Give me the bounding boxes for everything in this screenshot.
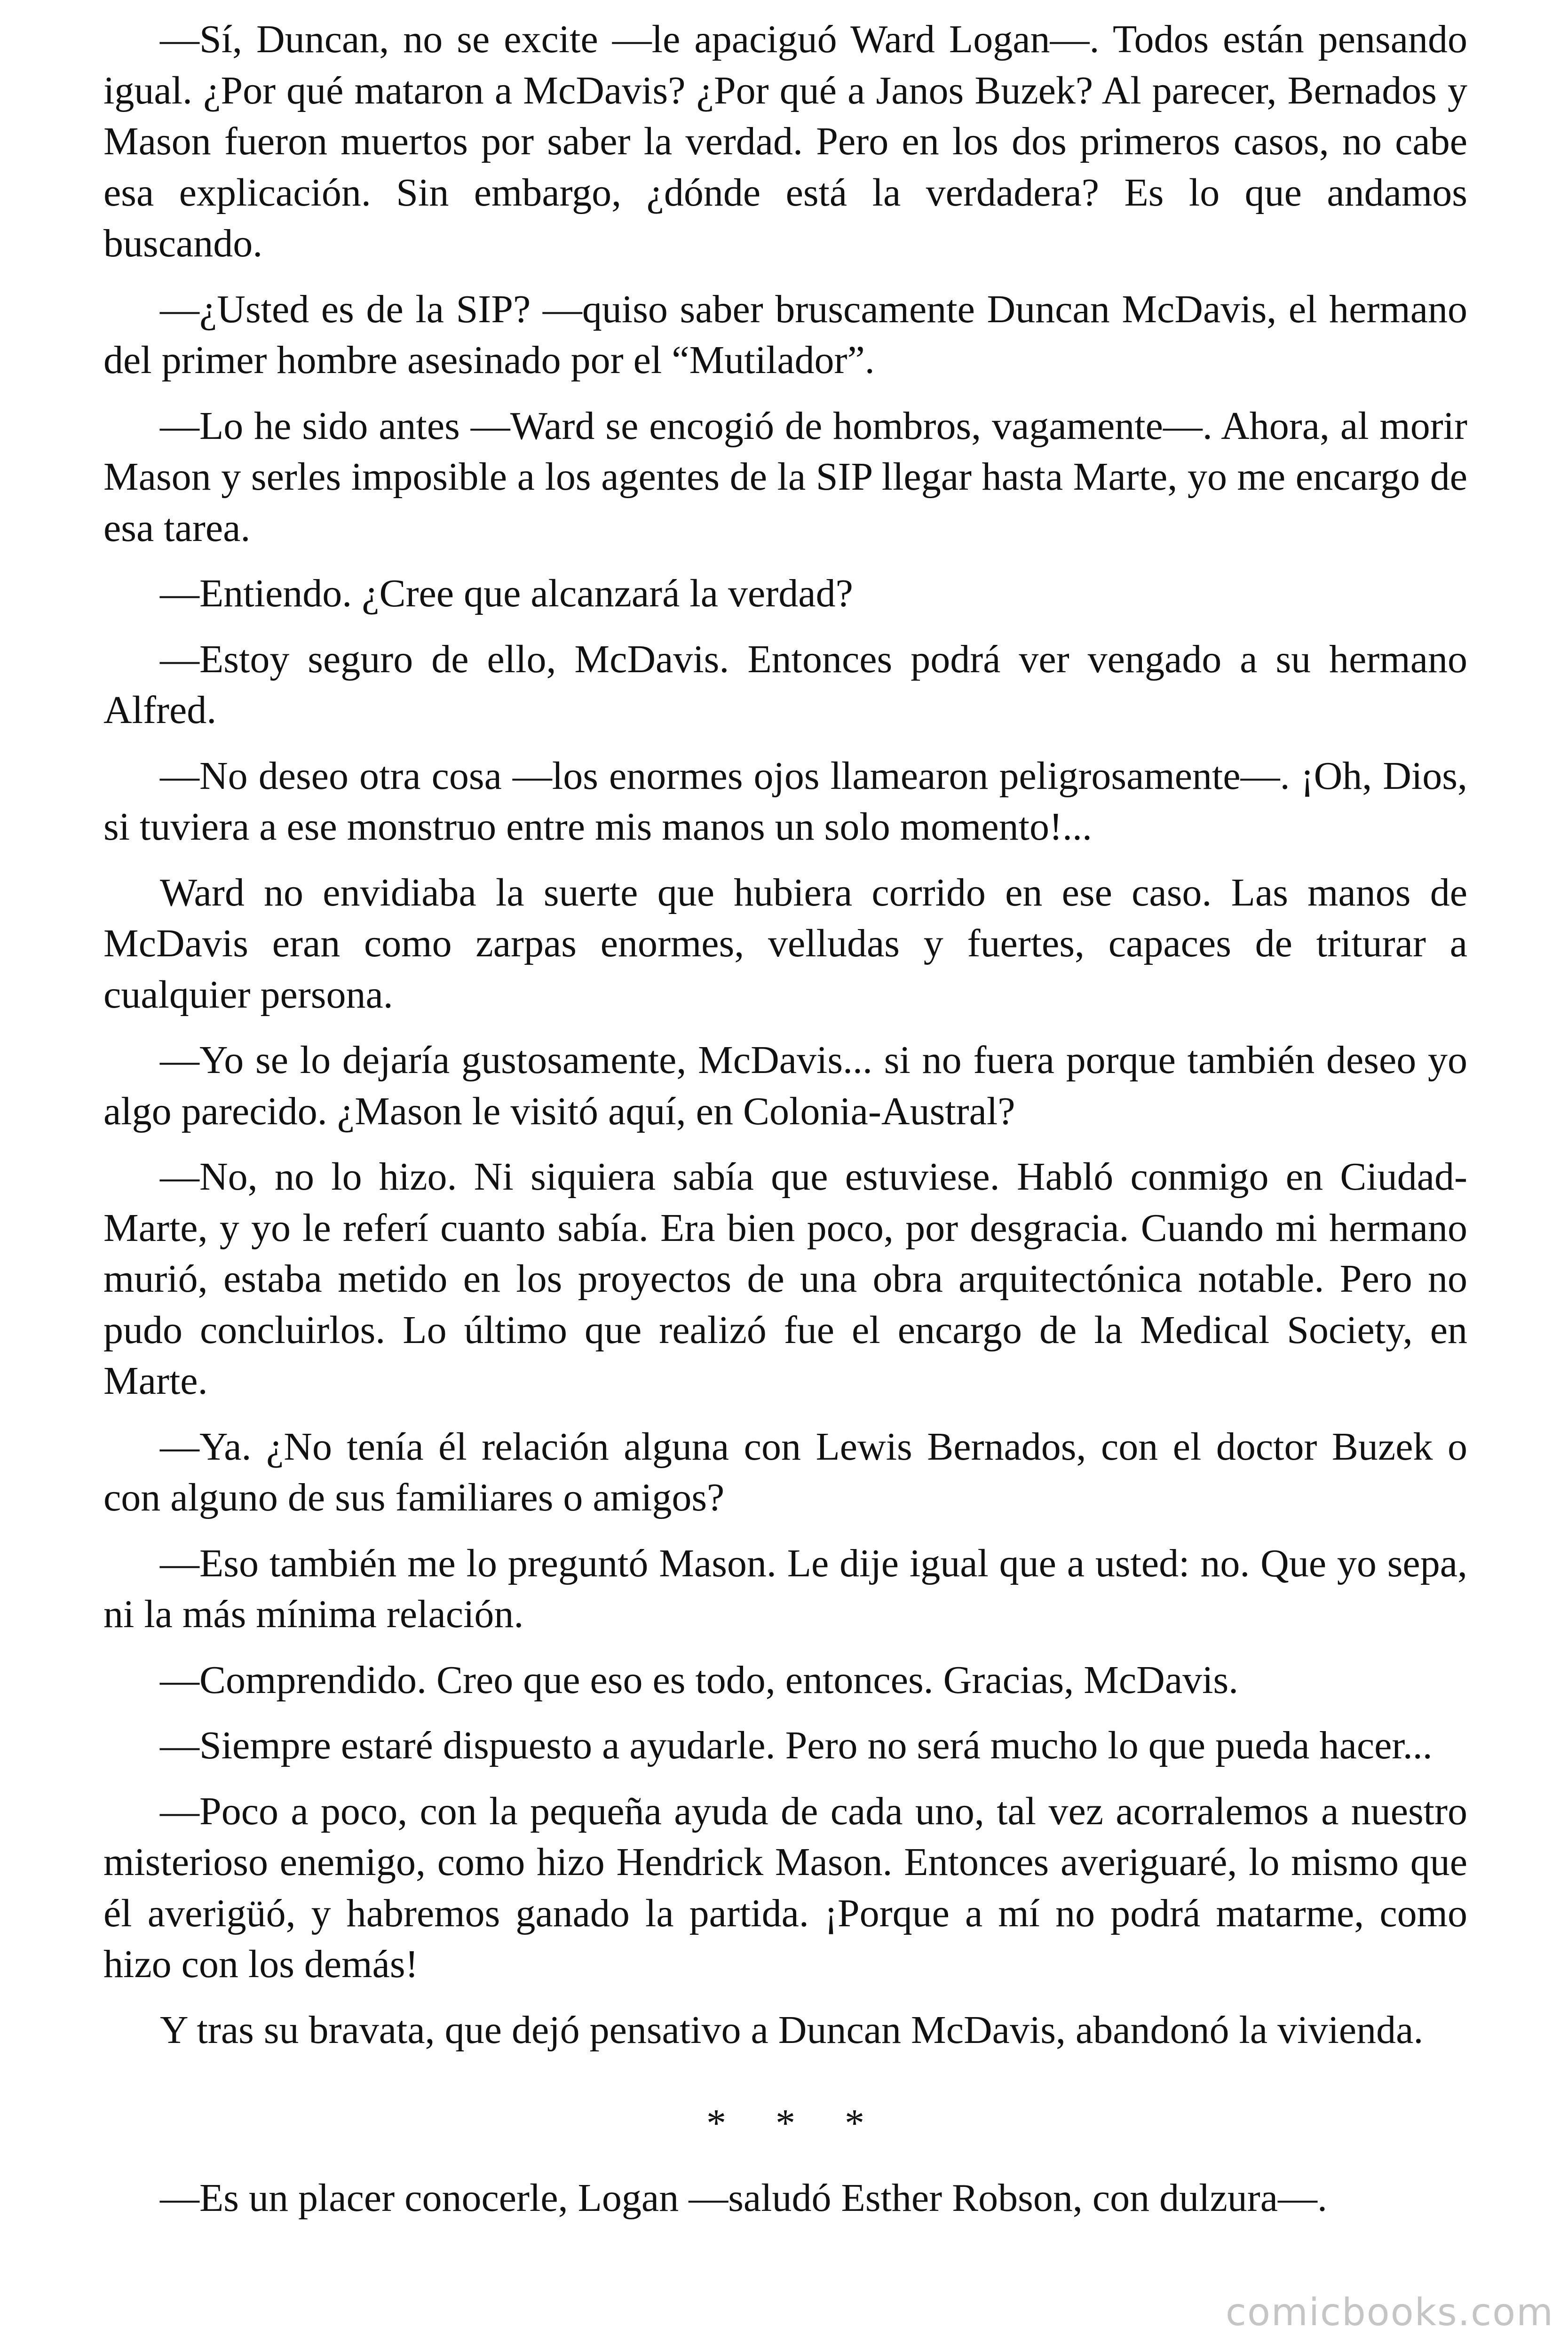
paragraph: —Yo se lo dejaría gustosamente, McDavis... si no fuera porque también deseo yo algo parecido. ¿Mason le visitó aquí, en Colonia-Austral?: [103, 1038, 1467, 1133]
paragraph: —Entiendo. ¿Cree que alcanzará la verdad?: [160, 572, 853, 615]
paragraph-continued: —Es un placer conocerle, Logan —saludó Esther Robson, con dulzura—.: [160, 2176, 1327, 2220]
paragraph: —Comprendido. Creo que eso es todo, entonces. Gracias, McDavis.: [160, 1658, 1239, 1702]
watermark: comicbooks.com: [1225, 2290, 1554, 2334]
paragraph: —Poco a poco, con la pequeña ayuda de cada uno, tal vez acorralemos a nuestro misterioso enemigo, como hizo Hendrick Mason. Entonces averiguaré, lo mismo que él averigüó, y habremos ganado la partida. ¡Porque a mí no podrá matarme, como hizo con los demás!: [103, 1789, 1467, 1986]
paragraph: Y tras su bravata, que dejó pensativo a Duncan McDavis, abandonó la vivienda.: [160, 2008, 1424, 2052]
paragraph: —Estoy seguro de ello, McDavis. Entonces podrá ver vengado a su hermano Alfred.: [103, 637, 1467, 732]
paragraph: —Sí, Duncan, no se excite —le apaciguó Ward Logan—. Todos están pensando igual. ¿Por qué mataron a McDavis? ¿Por qué a Janos Buzek? Al parecer, Bernados y Mason fueron muertos por saber la verdad. Pero en los dos primeros casos, no cabe esa explicación. Sin embargo, ¿dónde está la verdadera? Es lo que andamos buscando.: [103, 17, 1467, 265]
paragraph: —Ya. ¿No tenía él relación alguna con Lewis Bernados, con el doctor Buzek o con alguno de sus familiares o amigos?: [103, 1424, 1467, 1519]
book-page: [103, 14, 1467, 2238]
paragraph: Ward no envidiaba la suerte que hubiera corrido en ese caso. Las manos de McDavis eran como zarpas enormes, velludas y fuertes, capaces de triturar a cualquier persona.: [103, 870, 1467, 1017]
section-separator: * * *: [706, 2101, 864, 2145]
paragraph: —No deseo otra cosa —los enormes ojos llamearon peligrosamente—. ¡Oh, Dios, si tuviera a ese monstruo entre mis manos un solo momento!...: [103, 754, 1467, 849]
paragraph: —¿Usted es de la SIP? —quiso saber bruscamente Duncan McDavis, el hermano del primer hombre asesinado por el “Mutilador”.: [103, 287, 1467, 382]
paragraph: —Eso también me lo preguntó Mason. Le dije igual que a usted: no. Que yo sepa, ni la más mínima relación.: [103, 1541, 1467, 1636]
paragraph: —No, no lo hizo. Ni siquiera sabía que estuviese. Habló conmigo en Ciudad-Marte, y yo le referí cuanto sabía. Era bien poco, por desgracia. Cuando mi hermano murió, estaba metido en los proyectos de una obra arquitectónica notable. Pero no pudo concluirlos. Lo último que realizó fue el encargo de la Medical Society, en Marte.: [103, 1155, 1467, 1403]
paragraph: —Siempre estaré dispuesto a ayudarle. Pero no será mucho lo que pueda hacer...: [160, 1724, 1433, 1767]
paragraph: —Lo he sido antes —Ward se encogió de hombros, vagamente—. Ahora, al morir Mason y serles imposible a los agentes de la SIP llegar hasta Marte, yo me encargo de esa tarea.: [103, 404, 1467, 550]
